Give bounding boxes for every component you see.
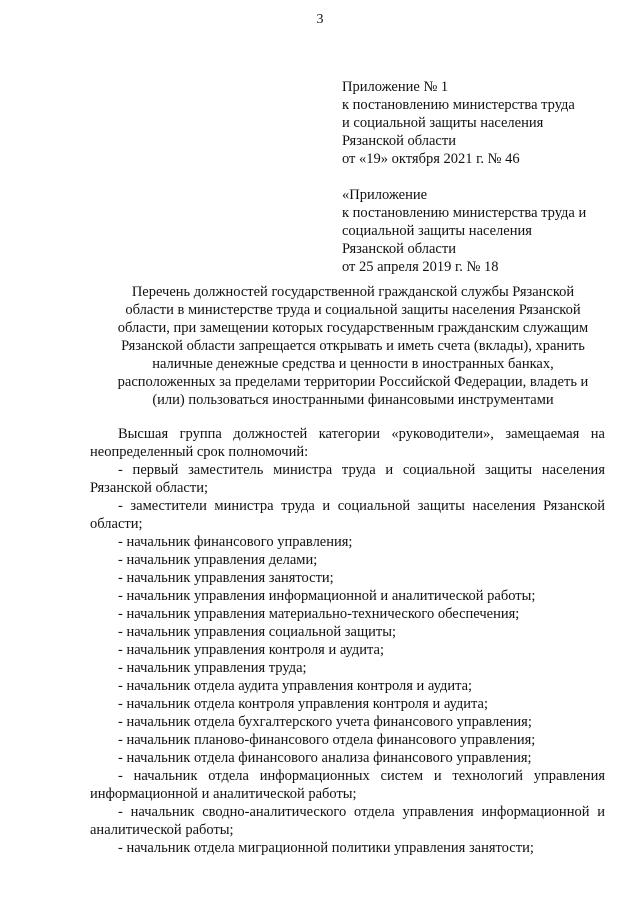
list-item: - начальник отдела информационных систем и технологий управления информационной и аналитической работы; xyxy=(90,768,605,802)
page-number: 3 xyxy=(316,12,324,27)
title-line: области в министерстве труда и социальной защиты населения Рязанской xyxy=(125,302,581,318)
appendix-2-line: Рязанской области xyxy=(342,241,456,257)
list-item: - начальник управления социальной защиты; xyxy=(118,624,397,640)
appendix-2-header xyxy=(342,186,586,276)
appendix-2-line: «Приложение xyxy=(342,187,428,203)
appendix-2-line: от 25 апреля 2019 г. № 18 xyxy=(342,259,499,275)
list-item: - первый заместитель министра труда и социальной защиты населения Рязанской области; xyxy=(90,462,605,496)
appendix-1-header xyxy=(342,78,575,168)
list-item: - начальник управления материально-технического обеспечения; xyxy=(118,606,520,622)
appendix-1-line: Приложение № 1 xyxy=(342,79,449,95)
list-item: - начальник отдела финансового анализа финансового управления; xyxy=(118,750,532,766)
title-line: Перечень должностей государственной гражданской службы Рязанской xyxy=(131,284,575,300)
appendix-2-line: к постановлению министерства труда и xyxy=(342,205,587,221)
appendix-1-line: и социальной защиты населения xyxy=(342,115,544,131)
intro-paragraph: Высшая группа должностей категории «руководители», замещаемая на неопределенный срок полномочий: xyxy=(90,426,605,460)
appendix-1-line: к постановлению министерства труда xyxy=(342,97,575,113)
appendix-1-line: от «19» октября 2021 г. № 46 xyxy=(342,151,520,167)
list-item: - заместители министра труда и социальной защиты населения Рязанской области; xyxy=(90,498,605,532)
title-line: Рязанской области запрещается открывать и иметь счета (вклады), хранить xyxy=(121,338,585,354)
list-item: - начальник отдела аудита управления контроля и аудита; xyxy=(118,678,473,694)
list-item: - начальник финансового управления; xyxy=(118,534,353,550)
list-item: - начальник управления труда; xyxy=(118,660,307,676)
appendix-1-line: Рязанской области xyxy=(342,133,456,149)
list-item: - начальник управления делами; xyxy=(118,552,318,568)
list-item: - начальник планово-финансового отдела финансового управления; xyxy=(118,732,536,748)
list-item: - начальник управления занятости; xyxy=(118,570,334,586)
title-line: наличные денежные средства и ценности в иностранных банках, xyxy=(152,356,554,372)
list-item: - начальник отдела миграционной политики управления занятости; xyxy=(118,840,534,856)
list-item: - начальник сводно-аналитического отдела управления информационной и аналитической работы; xyxy=(90,804,605,838)
title-line: (или) пользоваться иностранными финансовыми инструментами xyxy=(152,392,554,408)
list-item: - начальник отдела контроля управления контроля и аудита; xyxy=(118,696,488,712)
title-line: области, при замещении которых государственным гражданским служащим xyxy=(117,320,589,336)
list-item: - начальник отдела бухгалтерского учета финансового управления; xyxy=(118,714,532,730)
appendix-2-line: социальной защиты населения xyxy=(342,223,532,239)
list-item: - начальник управления контроля и аудита; xyxy=(118,642,385,658)
title-line: расположенных за пределами территории Российской Федерации, владеть и xyxy=(117,374,589,390)
document-title xyxy=(96,283,610,409)
list-item: - начальник управления информационной и аналитической работы; xyxy=(118,588,536,604)
document-body xyxy=(90,425,605,857)
